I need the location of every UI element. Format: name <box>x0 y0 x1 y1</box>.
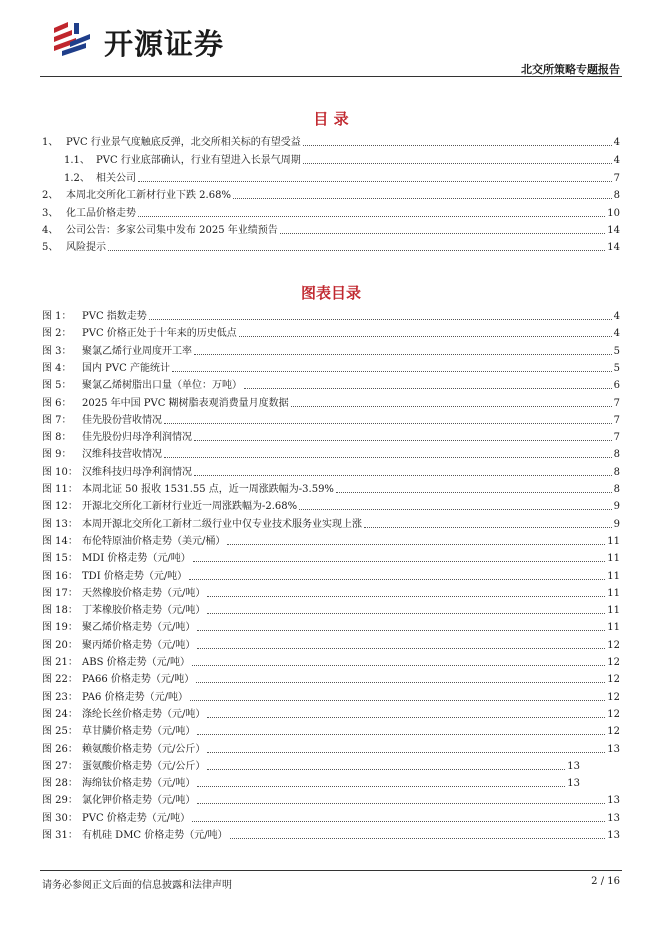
figure-entry[interactable] <box>42 743 620 756</box>
figure-entry-title: TDI 价格走势（元/吨） <box>82 570 188 582</box>
figure-entry-number: 图 31： <box>42 830 78 841</box>
toc-entry[interactable] <box>42 241 620 254</box>
dot-leader <box>207 612 605 614</box>
figure-entry-title: PVC 价格正处于十年来的历史低点 <box>82 328 237 340</box>
figure-entry-number: 图 17： <box>42 587 78 599</box>
figure-entry[interactable] <box>42 639 620 652</box>
figure-entry-page: 7 <box>613 432 620 444</box>
dot-leader <box>194 353 612 355</box>
toc-entry-title: 公司公告：多家公司集中发布 2025 年业绩预告 <box>66 225 278 236</box>
figure-entry-page: 7 <box>613 397 620 409</box>
figure-entry-number: 图 13： <box>42 518 78 530</box>
figure-entry-page: 9 <box>613 518 620 530</box>
figure-entry[interactable] <box>42 414 620 427</box>
figure-entry-page: 12 <box>607 691 620 703</box>
figure-entry-number: 图 16： <box>42 570 78 582</box>
toc-entry-page: 14 <box>607 225 620 236</box>
figure-entry-number: 图 3： <box>42 345 72 357</box>
dot-leader <box>194 439 612 441</box>
figure-entry-title: 草甘膦价格走势（元/吨） <box>82 726 196 738</box>
dot-leader <box>197 733 605 735</box>
figure-entry-page: 12 <box>607 726 620 738</box>
figure-entry[interactable] <box>42 448 620 461</box>
figures-title: 图表目录 <box>300 284 361 302</box>
figure-entry[interactable] <box>42 500 620 513</box>
figure-entry[interactable] <box>42 483 620 496</box>
figure-entry-page: 9 <box>613 501 620 513</box>
figure-entry-title: 本周开源北交所化工新材二级行业中仅专业技术服务业实现上涨 <box>82 518 362 530</box>
dot-leader <box>207 751 605 753</box>
figure-entry-number: 图 5： <box>42 380 72 392</box>
dot-leader <box>196 681 605 683</box>
figure-entry-number: 图 20： <box>42 639 78 651</box>
figure-entry-title: 佳先股份归母净利润情况 <box>82 432 192 444</box>
figure-entry-number: 图 1： <box>42 311 72 322</box>
toc-entry-number: 2、 <box>42 190 59 201</box>
figure-entry[interactable] <box>42 725 620 738</box>
figure-entry[interactable] <box>42 656 620 669</box>
dot-leader <box>192 820 605 822</box>
dot-leader <box>230 837 606 839</box>
figure-entry-page: 13 <box>607 812 620 824</box>
figure-entry[interactable] <box>42 673 620 686</box>
figure-entry-page: 11 <box>607 570 620 582</box>
dot-leader <box>108 249 605 251</box>
figure-entry[interactable] <box>42 431 620 444</box>
figure-entry[interactable] <box>42 327 620 340</box>
figure-entry-title: ABS 价格走势（元/吨） <box>82 657 190 668</box>
toc-entry-title: PVC 行业景气度触底反弹，北交所相关标的有望受益 <box>66 137 301 148</box>
figure-entry[interactable] <box>42 379 620 392</box>
figure-entry-number: 图 28： <box>42 778 78 790</box>
figure-entry-title: MDI 价格走势（元/吨） <box>82 553 191 565</box>
figure-entry-number: 图 7： <box>42 414 72 426</box>
figure-entry-page: 12 <box>607 657 620 668</box>
figure-entry-page: 13 <box>567 760 580 772</box>
figure-entry-title: 汉维科技营收情况 <box>82 449 162 461</box>
figure-entry-page: 11 <box>607 553 620 565</box>
toc-entry-number: 5、 <box>42 242 59 253</box>
figure-entry-number: 图 10： <box>42 466 78 478</box>
figure-entry[interactable] <box>42 708 620 721</box>
figure-entry[interactable] <box>42 345 620 358</box>
toc-entry-title: 相关公司 <box>96 173 136 184</box>
figure-entry-number: 图 21： <box>42 657 78 668</box>
report-type-label: 北交所策略专题报告 <box>521 63 620 76</box>
figure-entry[interactable] <box>42 760 580 773</box>
figure-entry[interactable] <box>42 535 620 548</box>
figure-entry-page: 6 <box>613 380 620 392</box>
figure-entry-title: 2025 年中国 PVC 糊树脂表观消费量月度数据 <box>82 397 289 409</box>
figure-entry-page: 11 <box>607 622 620 634</box>
figure-entry-title: PA66 价格走势（元/吨） <box>82 674 195 686</box>
figure-entry-page: 11 <box>607 587 620 599</box>
figure-entry-number: 图 27： <box>42 760 78 772</box>
figure-entry[interactable] <box>42 587 620 600</box>
figure-entry-title: 佳先股份营收情况 <box>82 414 162 426</box>
toc-entry-page: 7 <box>613 173 620 184</box>
dot-leader <box>138 215 605 217</box>
figure-entry-page: 13 <box>607 830 620 841</box>
dot-leader <box>164 422 612 424</box>
dot-leader <box>149 318 612 320</box>
figure-entry[interactable] <box>42 812 620 825</box>
dot-leader <box>197 647 605 649</box>
figure-entry[interactable] <box>42 621 620 634</box>
company-name: 开源证券 <box>104 27 225 61</box>
figure-entry-title: PA6 价格走势（元/吨） <box>82 691 188 703</box>
figure-entry-title: 聚氯乙烯行业周度开工率 <box>82 345 192 357</box>
figure-entry-title: PVC 指数走势 <box>82 311 147 322</box>
toc-entry[interactable] <box>42 189 620 202</box>
figure-entry-number: 图 12： <box>42 501 78 513</box>
dot-leader <box>189 578 605 580</box>
figure-entry-title: 蛋氨酸价格走势（元/公斤） <box>82 760 206 772</box>
figure-entry-number: 图 24： <box>42 708 78 720</box>
figure-entry-number: 图 6： <box>42 397 72 409</box>
figure-entry-number: 图 26： <box>42 743 78 755</box>
dot-leader <box>303 162 612 164</box>
figure-entry-number: 图 23： <box>42 691 78 703</box>
figure-entry-title: PVC 价格走势（元/吨） <box>82 812 191 824</box>
toc-entry-page: 4 <box>613 137 620 148</box>
dot-leader <box>193 560 606 562</box>
toc-entry-title: 化工品价格走势 <box>66 208 136 219</box>
toc-entry[interactable] <box>42 136 620 149</box>
toc-entry-page: 4 <box>613 155 620 166</box>
figure-entry[interactable] <box>42 518 620 531</box>
figure-entry-title: 国内 PVC 产能统计 <box>82 362 170 374</box>
figure-entry-title: 聚乙烯价格走势（元/吨） <box>82 622 196 634</box>
figure-entry-page: 5 <box>613 345 620 357</box>
figure-entry-number: 图 18： <box>42 605 78 617</box>
figure-entry-number: 图 4： <box>42 362 72 374</box>
dot-leader <box>291 405 612 407</box>
figure-entry-page: 4 <box>613 328 620 340</box>
dot-leader <box>227 543 605 545</box>
dot-leader <box>164 456 612 458</box>
header-divider <box>40 76 622 77</box>
toc-entry[interactable] <box>42 224 620 237</box>
figure-entry-number: 图 11： <box>42 484 78 495</box>
dot-leader <box>364 526 612 528</box>
toc-entry-page: 10 <box>607 208 620 219</box>
figure-entry-title: 海绵钛价格走势（元/吨） <box>82 778 196 790</box>
dot-leader <box>190 699 605 701</box>
toc-entry-number: 4、 <box>42 225 59 236</box>
figure-entry-title: 聚丙烯价格走势（元/吨） <box>82 639 196 651</box>
figure-entry-title: 汉维科技归母净利润情况 <box>82 466 192 478</box>
figure-entry[interactable] <box>42 362 620 375</box>
dot-leader <box>299 508 611 510</box>
figure-entry-title: 天然橡胶价格走势（元/吨） <box>82 587 206 599</box>
figure-entry-page: 11 <box>607 535 620 547</box>
figure-entry-page: 12 <box>607 708 620 720</box>
figure-entry-title: 氯化钾价格走势（元/吨） <box>82 795 196 807</box>
dot-leader <box>280 232 605 234</box>
figure-entry-title: 开源北交所化工新材行业近一周涨跌幅为-2.68% <box>82 501 298 513</box>
figure-entry-title: 涤纶长丝价格走势（元/吨） <box>82 708 206 720</box>
dot-leader <box>197 802 605 804</box>
toc-entry-title: 本周北交所化工新材行业下跌 2.68% <box>66 190 231 201</box>
figure-entry[interactable] <box>42 310 620 323</box>
page-number: 2 / 16 <box>591 876 620 887</box>
figure-entry-page: 8 <box>613 449 620 461</box>
figure-entry-page: 13 <box>607 795 620 807</box>
dot-leader <box>336 491 612 493</box>
figure-entry-number: 图 8： <box>42 432 72 444</box>
kaiyuan-logo-icon <box>50 20 96 60</box>
dot-leader <box>303 144 612 146</box>
figure-entry-title: 丁苯橡胶价格走势（元/吨） <box>82 605 206 617</box>
figure-entry[interactable] <box>42 397 620 410</box>
toc-entry-title: PVC 行业底部确认，行业有望进入长景气周期 <box>96 155 301 166</box>
dot-leader <box>172 370 612 372</box>
figure-entry-title: 本周北证 50 报收 1531.55 点，近一周涨跌幅为-3.59% <box>82 484 334 495</box>
figure-entry[interactable] <box>42 777 580 790</box>
toc-entry[interactable] <box>64 154 620 167</box>
figure-entry-title: 聚氯乙烯树脂出口量（单位：万吨） <box>82 380 242 392</box>
figure-entry-number: 图 2： <box>42 328 72 340</box>
dot-leader <box>197 785 565 787</box>
dot-leader <box>207 716 605 718</box>
figure-entry-page: 13 <box>607 743 620 755</box>
dot-leader <box>192 664 605 666</box>
company-logo <box>50 18 250 62</box>
figure-entry-number: 图 9： <box>42 449 72 461</box>
footer-disclaimer: 请务必参阅正文后面的信息披露和法律声明 <box>42 880 232 891</box>
toc-entry-page: 8 <box>613 190 620 201</box>
dot-leader <box>197 629 605 631</box>
figure-entry[interactable] <box>42 466 620 479</box>
figure-entry[interactable] <box>42 829 620 842</box>
figure-entry-page: 13 <box>567 778 580 790</box>
dot-leader <box>207 595 605 597</box>
figure-entry-title: 有机硅 DMC 价格走势（元/吨） <box>82 830 228 841</box>
dot-leader <box>138 180 612 182</box>
figure-entry-page: 11 <box>607 605 620 617</box>
toc-entry-number: 1.1、 <box>64 155 90 166</box>
figure-entry-title: 布伦特原油价格走势（美元/桶） <box>82 535 226 547</box>
figure-entry-number: 图 22： <box>42 674 78 686</box>
figure-entry-title: 赖氨酸价格走势（元/公斤） <box>82 743 206 755</box>
figure-entry-page: 8 <box>613 484 620 495</box>
figure-entry-number: 图 19： <box>42 622 78 634</box>
dot-leader <box>244 387 612 389</box>
figure-entry[interactable] <box>42 552 620 565</box>
toc-entry-title: 风险提示 <box>66 242 106 253</box>
figure-entry-number: 图 15： <box>42 553 78 565</box>
toc-entry-number: 1、 <box>42 137 59 148</box>
figure-entry-page: 4 <box>613 311 620 322</box>
figure-entry[interactable] <box>42 794 620 807</box>
dot-leader <box>233 197 612 199</box>
toc-entry[interactable] <box>64 172 620 185</box>
figure-entry[interactable] <box>42 604 620 617</box>
figure-entry-number: 图 14： <box>42 535 78 547</box>
figure-entry-number: 图 30： <box>42 812 78 824</box>
toc-entry-page: 14 <box>607 242 620 253</box>
toc-entry-number: 3、 <box>42 208 59 219</box>
figure-entry-page: 5 <box>613 362 620 374</box>
dot-leader <box>194 474 612 476</box>
toc-title: 目 录 <box>313 110 349 128</box>
figure-entry-number: 图 25： <box>42 726 78 738</box>
figure-entry-page: 7 <box>613 414 620 426</box>
figure-entry-number: 图 29： <box>42 795 78 807</box>
figure-entry[interactable] <box>42 570 620 583</box>
figure-entry-page: 8 <box>613 466 620 478</box>
figure-entry-page: 12 <box>607 639 620 651</box>
toc-entry[interactable] <box>42 207 620 220</box>
toc-entry-number: 1.2、 <box>64 173 90 184</box>
dot-leader <box>207 768 565 770</box>
figure-entry-page: 12 <box>607 674 620 686</box>
dot-leader <box>239 335 612 337</box>
figure-entry[interactable] <box>42 691 620 704</box>
footer-divider <box>40 870 622 871</box>
